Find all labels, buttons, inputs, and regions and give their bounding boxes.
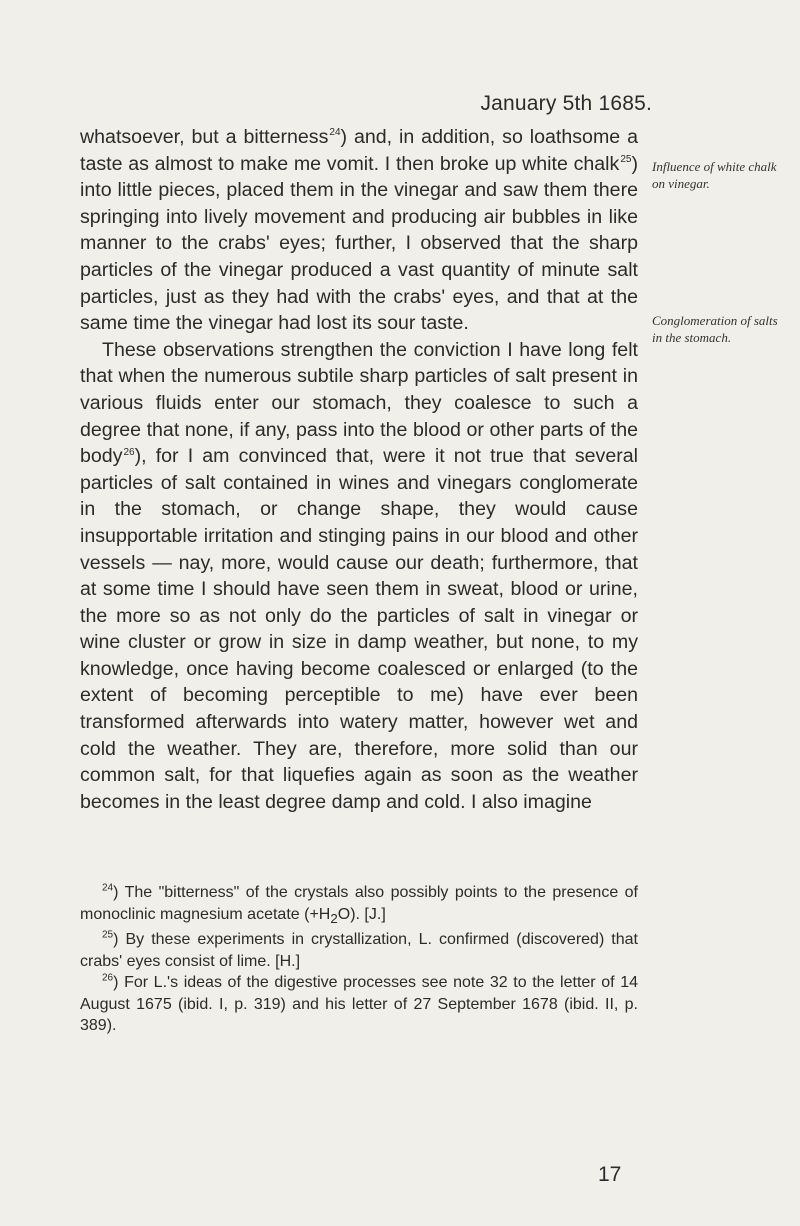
footnotes (80, 882, 638, 1037)
footnote-text: O). [J.] (337, 905, 386, 923)
footnote-ref-24[interactable]: 24 (329, 127, 341, 139)
footnote-text: ) For L.'s ideas of the digestive processes see note 32 to the letter of 14 August 1675 (ibid. I, p. 319) and his letter of 27 September 1678 (ibid. II, p. 389). (80, 974, 638, 1035)
footnote-25 (80, 929, 638, 972)
margin-note-conglomeration: Conglomeration of salts in the stomach. (652, 313, 778, 345)
footnote-number: 25 (102, 929, 114, 941)
subscript: 2 (330, 910, 338, 926)
running-head: January 5th 1685. (480, 92, 652, 115)
footnote-26 (80, 972, 638, 1037)
text-run: ) into little pieces, placed them in the vinegar and saw them there springing into lively movement and producing air bubbles in like manner to the crabs' eyes; further, I observed that the sharp particles of the vinegar produced a vast quantity of minute salt particles, just as they had with the crabs' eyes, and that at the same time the vinegar had lost its sour taste. (80, 152, 638, 335)
footnote-ref-25[interactable]: 25 (620, 154, 632, 166)
text-run: ), for I am convinced that, were it not true that several particles of salt contained in wines and vinegars conglomerate in the stomach, or change shape, they would cause insupportable irritation and stinging pains in our blood and other vessels — nay, more, would cause our death; furthermore, that at some time I should have seen them in sweat, blood or urine, the more so as not only do the particles of salt in vinegar or wine cluster or grow in size in damp weather, but none, to my knowledge, once having become coalesced or enlarged (to the extent of becoming perceptible to me) have ever been transformed afterwards into watery matter, however wet and cold the weather. They are, therefore, more solid than our common salt, for that liquefies again as soon as the weather becomes in the least degree damp and cold. I also imagine (80, 445, 638, 813)
footnote-text: ) The "bitterness" of the crystals also possibly points to the presence of monoclinic magnesium acetate (+H (80, 884, 638, 923)
paragraph-1 (80, 124, 638, 337)
footnote-number: 26 (102, 972, 114, 984)
margin-note-chalk: Influence of white chalk on vinegar. (652, 159, 777, 191)
text-run: whatsoever, but a bitterness (80, 126, 329, 148)
text-run: ) and, in addition, so loathsome a taste as almost to make me vomit. I then broke up white chalk (80, 126, 638, 175)
page-number: 17 (598, 1163, 622, 1186)
footnote-ref-26[interactable]: 26 (123, 446, 135, 458)
footnote-number: 24 (102, 882, 114, 894)
footnote-text: ) By these experiments in crystallization, L. confirmed (discovered) that crabs' eyes consist of lime. [H.] (80, 931, 638, 970)
footnote-24 (80, 882, 638, 929)
paragraph-2 (80, 337, 638, 816)
text-run: These observations strengthen the conviction I have long felt that when the numerous subtile sharp particles of salt present in various fluids enter our stomach, they coalesce to such a degree that none, if any, pass into the blood or other parts of the body (80, 338, 638, 468)
main-text (80, 124, 638, 815)
